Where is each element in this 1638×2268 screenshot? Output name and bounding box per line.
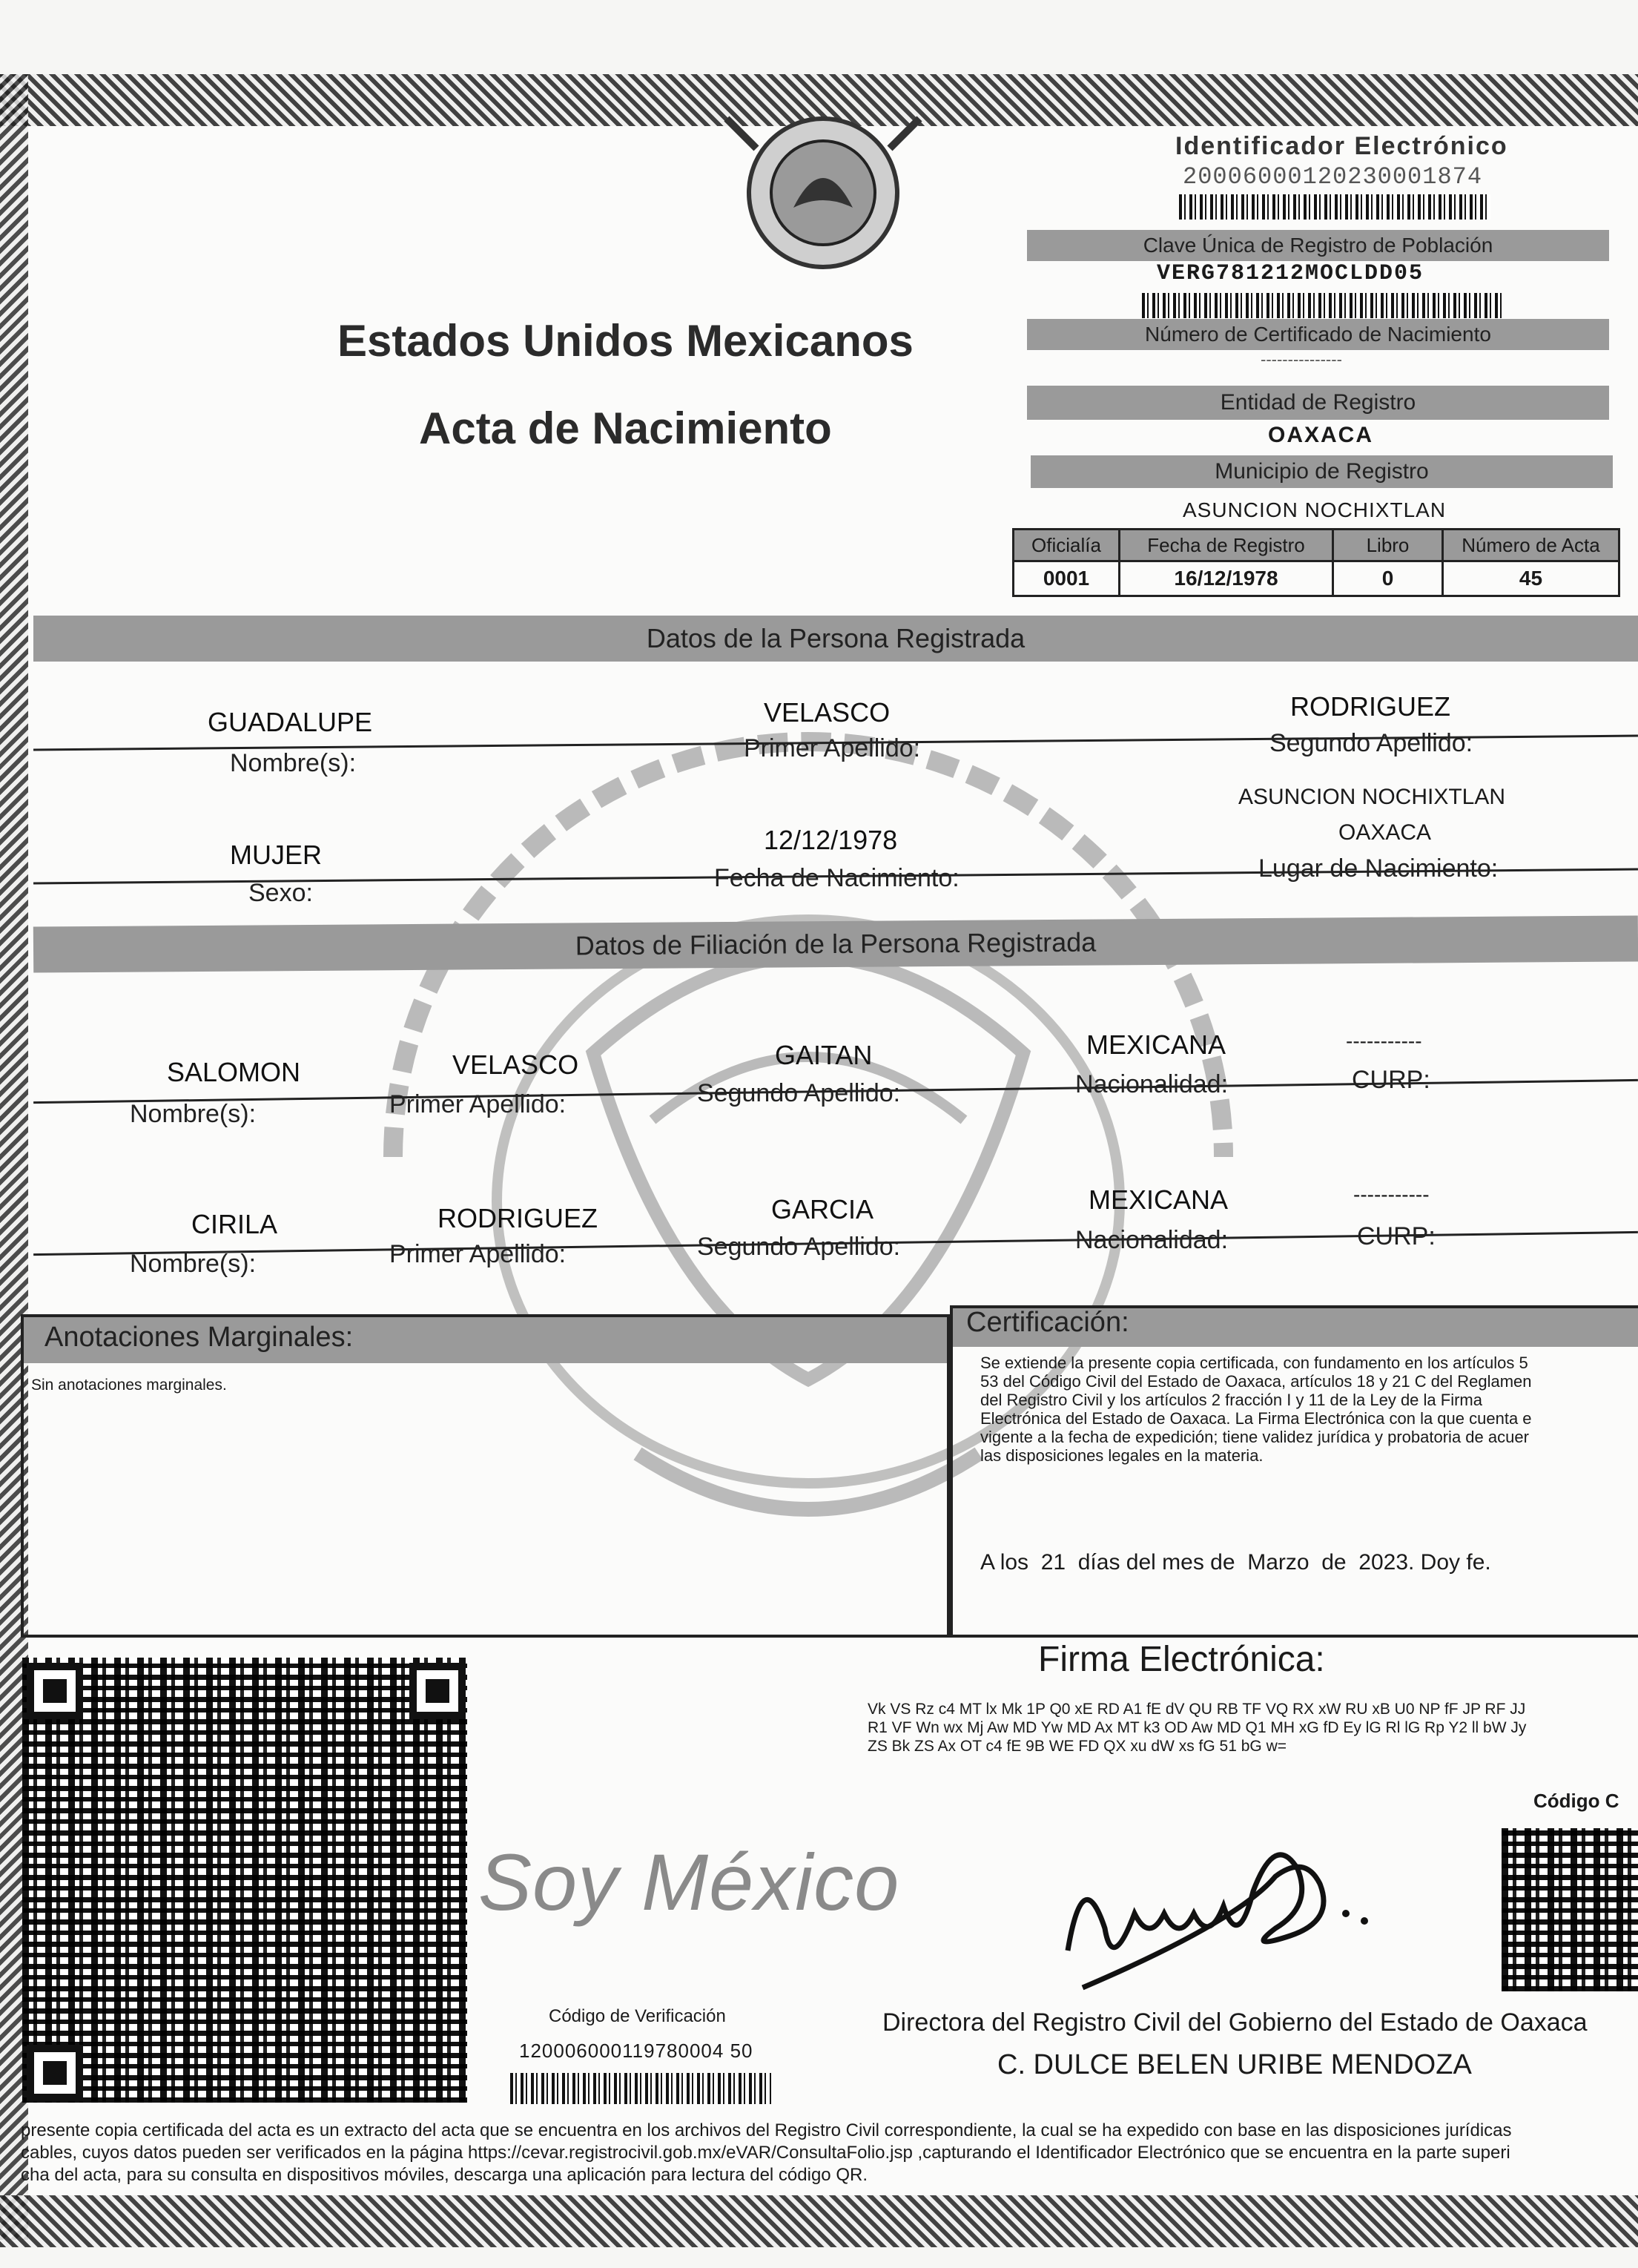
directora-name: C. DULCE BELEN URIBE MENDOZA [997, 2049, 1472, 2080]
padre-curp: ----------- [1346, 1029, 1422, 1052]
filiacion-section-header: Datos de Filiación de la Persona Registrada [33, 915, 1638, 972]
certificacion-fecha: A los 21 días del mes de Marzo de 2023. Doy fe. [980, 1550, 1491, 1575]
handwritten-signature [1053, 1802, 1394, 2002]
certificacion-body [980, 1354, 1633, 1465]
registro-header-cell: Fecha de Registro [1120, 530, 1333, 561]
certificacion-line: Electrónica del Estado de Oaxaca. La Firma Electrónica con la que cuenta e [980, 1409, 1532, 1428]
registro-table-value-row [1014, 561, 1619, 596]
registro-header-cell: Libro [1333, 530, 1443, 561]
persona-primer-apellido: VELASCO [764, 697, 891, 728]
footer-line: presente copia certificada del acta es un extracto del acta que se encuentra en los archivos del Registro Civil correspondiente, la cual se ha expedido con base en las disposiciones jurídicas [21, 2120, 1512, 2140]
madre-primer-apellido-label: Primer Apellido: [389, 1240, 567, 1268]
verification-barcode [510, 2073, 771, 2104]
curp-value: VERG781212MOCLDD05 [1157, 261, 1424, 286]
persona-segundo-apellido-label: Segundo Apellido: [1269, 729, 1473, 757]
persona-fecha-nacimiento: 12/12/1978 [764, 825, 898, 855]
persona-lugar-municipio: ASUNCION NOCHIXTLAN [1238, 785, 1506, 809]
directora-title: Directora del Registro Civil del Gobierno del Estado de Oaxaca [882, 2008, 1588, 2037]
padre-primer-apellido: VELASCO [452, 1049, 579, 1080]
padre-curp-label: CURP: [1352, 1066, 1430, 1094]
secondary-qr-code [1502, 1828, 1638, 1991]
slogan: Soy México [478, 1837, 900, 1927]
persona-nombre-label: Nombre(s): [230, 749, 357, 777]
firma-hash [868, 1700, 1526, 1756]
registro-value-cell: 45 [1443, 561, 1619, 596]
registro-value-cell: 0001 [1014, 561, 1120, 596]
entidad-value: OAXACA [1268, 423, 1374, 447]
qr-finder-icon [27, 1663, 83, 1719]
certificacion-line: del Registro Civil y los artículos 2 fracción I y 11 de la Ley de la Firma [980, 1391, 1482, 1409]
verification-code-label: Código de Verificación [549, 2006, 726, 2026]
registro-header-cell: Número de Acta [1443, 530, 1619, 561]
madre-curp: ----------- [1353, 1183, 1430, 1206]
padre-nombre-label: Nombre(s): [130, 1100, 257, 1128]
persona-segundo-apellido: RODRIGUEZ [1290, 691, 1450, 722]
madre-nacionalidad-label: Nacionalidad: [1075, 1226, 1229, 1254]
document-title: Acta de Nacimiento [419, 403, 832, 453]
national-seal-icon [712, 104, 934, 282]
madre-curp-label: CURP: [1357, 1222, 1436, 1250]
padre-nacionalidad-label: Nacionalidad: [1075, 1070, 1229, 1098]
registro-table [1012, 528, 1620, 597]
registro-value-cell: 0 [1333, 561, 1443, 596]
persona-sexo: MUJER [230, 840, 322, 870]
verification-code-value: 120006000119780004 50 [519, 2040, 753, 2062]
padre-segundo-apellido: GAITAN [775, 1040, 873, 1070]
madre-nacionalidad: MEXICANA [1089, 1184, 1229, 1215]
certificacion-title: Certificación: [966, 1307, 1129, 1338]
registro-value-cell: 16/12/1978 [1120, 561, 1333, 596]
persona-section-header: Datos de la Persona Registrada [33, 616, 1638, 662]
certificado-value: --------------- [1261, 350, 1342, 369]
madre-segundo-apellido: GARCIA [771, 1194, 874, 1224]
madre-nombre: CIRILA [191, 1209, 278, 1239]
persona-lugar-estado: OAXACA [1338, 820, 1432, 845]
registro-header-cell: Oficialía [1014, 530, 1120, 561]
footer-text [21, 2120, 1512, 2186]
qr-finder-icon [409, 1663, 466, 1719]
firma-title: Firma Electrónica: [1038, 1640, 1325, 1679]
madre-segundo-apellido-label: Segundo Apellido: [697, 1233, 901, 1261]
persona-primer-apellido-label: Primer Apellido: [744, 734, 921, 762]
identificador-barcode [1179, 194, 1490, 220]
firma-hash-line: R1 VF Wn wx Mj Aw MD Yw MD Ax MT k3 OD Aw MD Q1 MH xG fD Ey lG Rl lG Rp Y2 ll bW Jy [868, 1719, 1527, 1736]
certificacion-line: las disposiciones legales en la materia. [980, 1446, 1264, 1465]
footer-line: cha del acta, para su consulta en dispositivos móviles, descarga una aplicación para lectura del código QR. [21, 2165, 868, 2185]
padre-primer-apellido-label: Primer Apellido: [389, 1090, 567, 1118]
municipio-value: ASUNCION NOCHIXTLAN [1183, 498, 1447, 521]
registro-table-header-row [1014, 530, 1619, 561]
madre-nombre-label: Nombre(s): [130, 1250, 257, 1278]
certificacion-line: 53 del Código Civil del Estado de Oaxaca, artículos 18 y 21 C del Reglamen [980, 1372, 1532, 1391]
certificado-label: Número de Certificado de Nacimiento [1027, 319, 1609, 350]
identificador-value: 20006000120230001874 [1183, 163, 1483, 191]
country-title: Estados Unidos Mexicanos [337, 316, 914, 366]
padre-segundo-apellido-label: Segundo Apellido: [697, 1079, 901, 1107]
footer-line: cables, cuyos datos pueden ser verificados en la página https://cevar.registrocivil.gob.mx/eVAR/ConsultaFolio.jsp ,capturando el Identificador Electrónico que se encuentra en la parte superi [21, 2143, 1510, 2163]
certificacion-line: vigente a la fecha de expedición; tiene validez jurídica y probatoria de acuer [980, 1428, 1529, 1446]
padre-nombre: SALOMON [167, 1057, 301, 1087]
codigo-qr-label: Código C [1533, 1790, 1619, 1812]
persona-fecha-nacimiento-label: Fecha de Nacimiento: [714, 864, 960, 892]
anotaciones-text: Sin anotaciones marginales. [31, 1377, 227, 1394]
curp-label: Clave Única de Registro de Población [1027, 230, 1609, 261]
identificador-label: Identificador Electrónico [1175, 132, 1508, 160]
firma-hash-line: ZS Bk ZS Ax OT c4 fE 9B WE FD QX xu dW xs fG 51 bG w= [868, 1738, 1287, 1755]
persona-nombre: GUADALUPE [208, 707, 373, 737]
firma-hash-line: Vk VS Rz c4 MT lx Mk 1P Q0 xE RD A1 fE dV QU RB TF VQ RX xW RU xB U0 NP fF JP RF JJ [868, 1701, 1526, 1718]
verification-qr-code [22, 1658, 467, 2103]
padre-nacionalidad: MEXICANA [1086, 1029, 1226, 1060]
bottom-ornamental-border [0, 2195, 1638, 2247]
madre-primer-apellido: RODRIGUEZ [437, 1203, 598, 1233]
persona-lugar-label: Lugar de Nacimiento: [1258, 854, 1499, 883]
municipio-label: Municipio de Registro [1031, 455, 1613, 488]
curp-barcode [1142, 293, 1502, 318]
entidad-label: Entidad de Registro [1027, 386, 1609, 420]
anotaciones-title: Anotaciones Marginales: [44, 1322, 354, 1353]
certificacion-line: Se extiende la presente copia certificada, con fundamento en los artículos 5 [980, 1354, 1528, 1372]
qr-finder-icon [27, 2045, 83, 2101]
persona-sexo-label: Sexo: [248, 879, 313, 907]
